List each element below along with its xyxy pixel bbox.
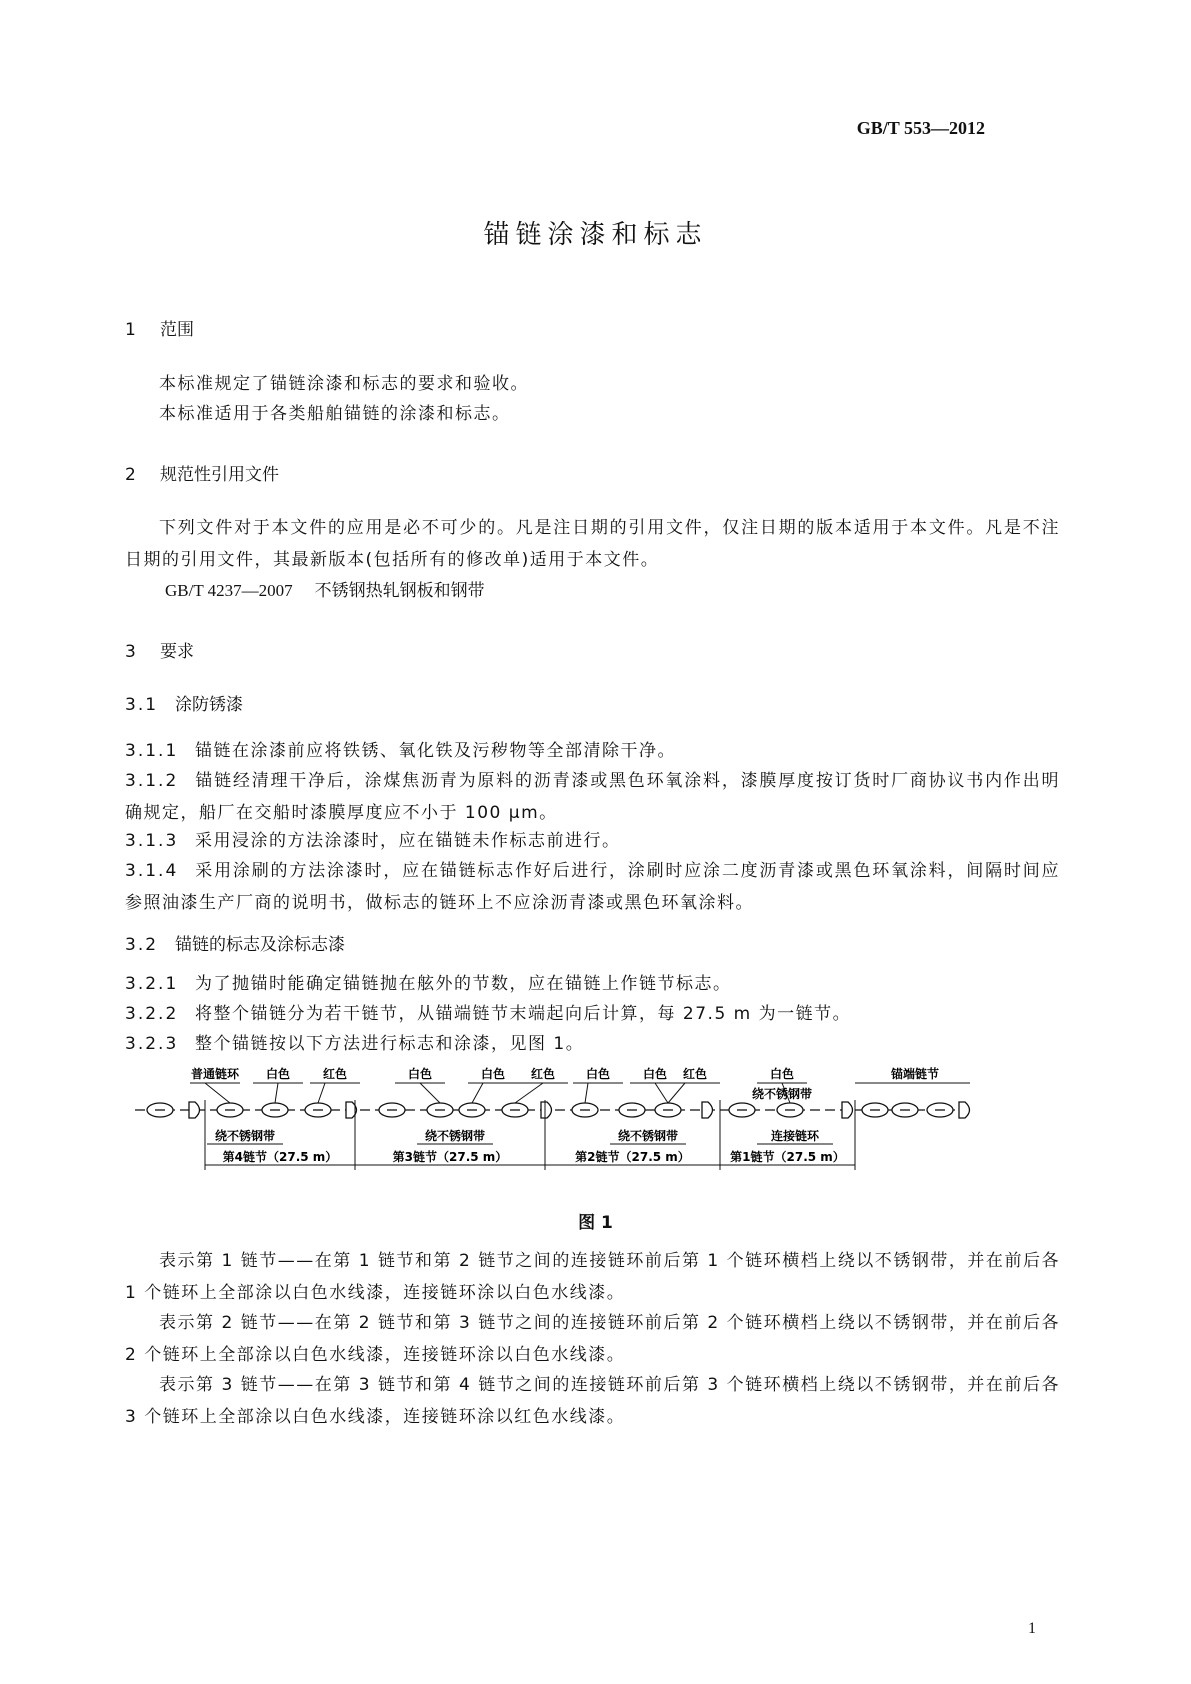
reference-code: GB/T 4237—2007 (165, 581, 293, 600)
top-label: 白色 (407, 1067, 433, 1081)
clause-3-2-3 (125, 1028, 1060, 1060)
clause-text: 锚链经清理干净后，涂煤焦沥青为原料的沥青漆或黑色环氧涂料，漆膜厚度按订货时厂商协议书内作出明确规定，船厂在交船时漆膜厚度应不小于 100 μm。 (125, 771, 1060, 823)
normative-reference (165, 576, 485, 606)
standard-number: GB/T 553—2012 (856, 118, 985, 138)
section-number: 3.1 (125, 695, 159, 715)
segment-label: 第2链节（27.5 m） (575, 1150, 690, 1164)
reference-title: 不锈钢热轧钢板和钢带 (314, 581, 485, 601)
bottom-label: 绕不锈钢带 (214, 1129, 276, 1143)
top-band-label: 绕不锈钢带 (751, 1087, 813, 1101)
note-paragraph: 表示第 2 链节——在第 2 链节和第 3 链节之间的连接链环前后第 2 个链环横档上绕以不锈钢带，并在前后各 2 个链环上全部涂以白色水线漆，连接链环涂以白色水线漆。 (125, 1313, 1060, 1365)
clause-text: 采用浸涂的方法涂漆时，应在锚链未作标志前进行。 (195, 831, 621, 851)
section-1-heading (125, 315, 194, 340)
top-label: 红色 (322, 1067, 348, 1081)
top-label: 红色 (530, 1067, 556, 1081)
segment-label: 第3链节（27.5 m） (392, 1150, 508, 1164)
clause-text: 采用涂刷的方法涂漆时，应在锚链标志作好后进行，涂刷时应涂二度沥青漆或黑色环氧涂料，间隔时间应参照油漆生产厂商的说明书，做标志的链环上不应涂沥青漆或黑色环氧涂料。 (125, 861, 1060, 913)
subsection-3-1-heading (125, 690, 243, 715)
clause-number: 3.2.3 (125, 1034, 179, 1054)
clause-3-2-1 (125, 968, 1060, 1000)
section-title: 要求 (160, 642, 194, 662)
clause-text: 锚链在涂漆前应将铁锈、氧化铁及污秽物等全部清除干净。 (195, 741, 676, 761)
clause-text: 整个锚链按以下方法进行标志和涂漆，见图 1。 (195, 1034, 585, 1054)
section-3-heading (125, 637, 194, 662)
bottom-label: 连接链环 (770, 1129, 820, 1143)
connecting-link (959, 1102, 970, 1118)
section-number: 2 (125, 465, 138, 485)
clause-number: 3.1.2 (125, 771, 179, 791)
connecting-link (702, 1102, 713, 1118)
top-label: 普通链环 (190, 1067, 240, 1081)
clause-3-2-2 (125, 998, 1060, 1030)
paragraph: 本标准规定了锚链涂漆和标志的要求和验收。 (159, 374, 529, 394)
section-title: 涂防锈漆 (175, 695, 243, 715)
clause-3-1-1 (125, 735, 1060, 767)
section-title: 范围 (160, 320, 194, 340)
clause-text: 为了抛锚时能确定锚链抛在舷外的节数，应在锚链上作链节标志。 (195, 974, 732, 994)
clause-number: 3.1.4 (125, 861, 179, 881)
section-number: 3.2 (125, 935, 159, 955)
segment-label: 第1链节（27.5 m） (730, 1150, 845, 1164)
segment-label: 第4链节（27.5 m） (222, 1150, 338, 1164)
clause-number: 3.1.1 (125, 741, 179, 761)
top-label: 锚端链节 (890, 1067, 940, 1081)
section-number: 1 (125, 320, 138, 340)
paragraph: 下列文件对于本文件的应用是必不可少的。凡是注日期的引用文件，仅注日期的版本适用于本文件。凡是不注日期的引用文件，其最新版本(包括所有的修改单)适用于本文件。 (125, 518, 1060, 570)
subsection-3-2-heading (125, 930, 345, 955)
bottom-label: 绕不锈钢带 (617, 1129, 679, 1143)
figure-caption: 图 1 (578, 1213, 613, 1233)
clause-text: 将整个锚链分为若干链节，从锚端链节末端起向后计算，每 27.5 m 为一链节。 (195, 1004, 852, 1024)
note-paragraph: 表示第 1 链节——在第 1 链节和第 2 链节之间的连接链环前后第 1 个链环横档上绕以不锈钢带，并在前后各 1 个链环上全部涂以白色水线漆，连接链环涂以白色水线漆。 (125, 1251, 1060, 1303)
section-2-heading (125, 460, 279, 485)
top-label: 白色 (642, 1067, 668, 1081)
connecting-link (842, 1102, 853, 1118)
section-number: 3 (125, 642, 138, 662)
clause-3-1-2 (125, 765, 1060, 829)
paragraph: 本标准适用于各类船舶锚链的涂漆和标志。 (159, 404, 511, 424)
top-label: 白色 (265, 1067, 291, 1081)
top-label: 白色 (585, 1067, 611, 1081)
clause-3-1-3 (125, 825, 1060, 857)
top-label: 白色 (769, 1067, 795, 1081)
clause-number: 3.1.3 (125, 831, 179, 851)
clause-number: 3.2.1 (125, 974, 179, 994)
section-title: 锚链的标志及涂标志漆 (175, 935, 345, 955)
top-label: 红色 (682, 1067, 708, 1081)
clause-number: 3.2.2 (125, 1004, 179, 1024)
clause-3-1-4 (125, 855, 1060, 919)
connecting-link (541, 1102, 552, 1118)
top-label: 白色 (480, 1067, 506, 1081)
connecting-link (189, 1102, 200, 1118)
document-title: 锚链涂漆和标志 (483, 220, 708, 250)
anchor-chain-diagram (0, 1060, 1191, 1180)
page-number: 1 (1028, 1620, 1036, 1637)
note-paragraph: 表示第 3 链节——在第 3 链节和第 4 链节之间的连接链环前后第 3 个链环横档上绕以不锈钢带，并在前后各 3 个链环上全部涂以白色水线漆，连接链环涂以红色水线漆。 (125, 1375, 1060, 1427)
bottom-label: 绕不锈钢带 (424, 1129, 486, 1143)
section-title: 规范性引用文件 (160, 465, 279, 485)
